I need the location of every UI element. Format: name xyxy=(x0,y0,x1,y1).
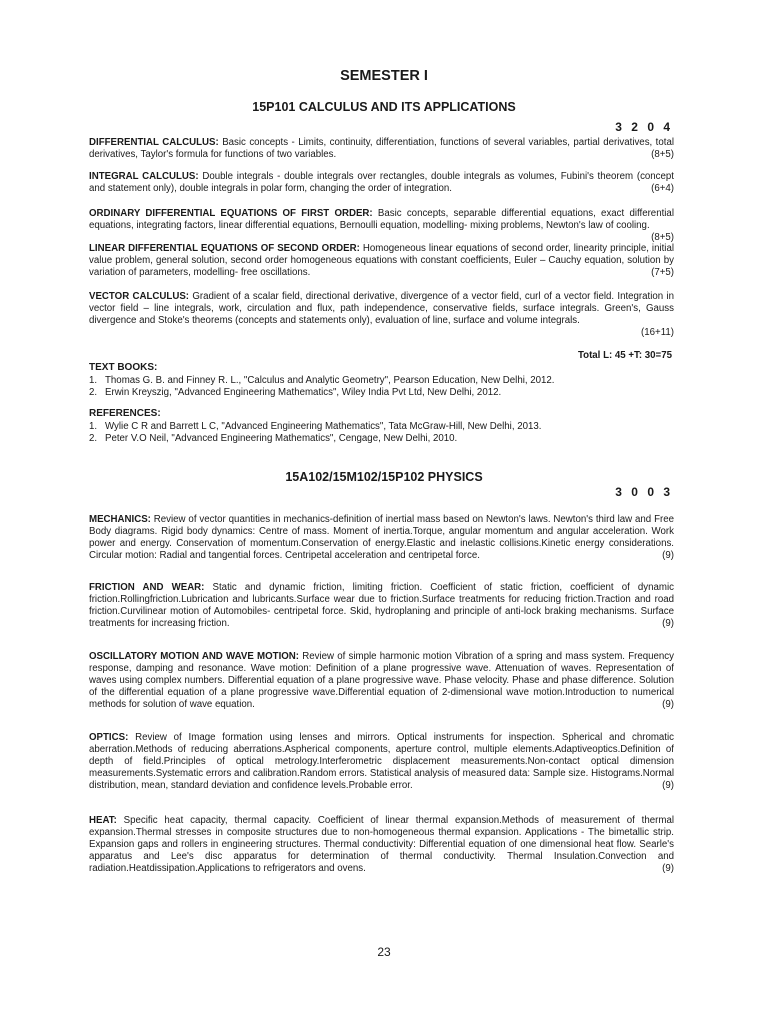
unit-heading: OPTICS: xyxy=(89,732,129,743)
unit-hours: (16+11) xyxy=(641,327,674,338)
list-item xyxy=(89,421,674,433)
course2-unit-oscillatory-motion xyxy=(89,651,674,711)
unit-heading: INTEGRAL CALCULUS: xyxy=(89,171,199,182)
unit-text: Review of vector quantities in mechanics-definition of inertial mass based on Newton's laws. Newton's third law and Free Body diagrams. Rigid body dynamics: Centre of mass. Moment of inertia.Torque, angular momentum and angular acceleration. Work power and energy. Conservation of momentum.Conservation of energy.Elastic and inelastic collisions.Kinetic energy considerations. Circular motion: Radial and tangential forces. Centripetal acceleration and centripetal force. xyxy=(89,514,674,561)
unit-hours: (8+5) xyxy=(651,149,674,160)
unit-hours: (8+5) xyxy=(651,232,674,243)
unit-hours: (9) xyxy=(662,863,674,874)
unit-hours: (9) xyxy=(662,618,674,629)
course1-unit-integral-calculus xyxy=(89,171,674,195)
unit-heading: OSCILLATORY MOTION AND WAVE MOTION: xyxy=(89,651,300,662)
unit-text: Specific heat capacity, thermal capacity. Coefficient of linear thermal expansion.Methods of measurement of thermal expansion.Thermal stresses in composite structures due to non-homogeneous thermal expansion. Applications - The bimetallic strip. Expansion gaps and rollers in engineering structures. Thermal conductivity: Differential equation of one dimensional heat flow. Searle's apparatus and Lee's disc apparatus for determination of thermal conductivity. Thermal Insulation.Convection and radiation.Heatdissipation.Applications to refrigerators and ovens. xyxy=(89,815,674,874)
list-number: 1. xyxy=(89,375,98,386)
unit-text: Gradient of a scalar field, directional derivative, divergence of a vector field, curl of a vector field. Integration in vector field – line integrals, work, circulation and flux, path independence, conservative fields, surface integrals. Green's, Gauss divergence and Stoke's theorems (concepts and statements only), evaluation of line, surface and volume integrals. xyxy=(89,291,675,326)
unit-hours: (6+4) xyxy=(651,183,674,194)
unit-text: Static and dynamic friction, limiting friction. Coefficient of static friction, coefficient of dynamic friction.Rollingfriction.Lubrication and lubricants.Surface wear due to friction.Surface treatments for reducing friction.Traction and road friction.Curvilinear motion of Automobiles- centripetal force. Skid, hydroplaning and principle of anti-lock braking mechanisms. Surface treatments for increasing friction. xyxy=(89,582,674,629)
list-item xyxy=(89,387,674,399)
course1-title: 15P101 CALCULUS AND ITS APPLICATIONS xyxy=(252,100,516,114)
course1-unit-vector-calculus xyxy=(89,291,674,339)
course2-unit-mechanics xyxy=(89,514,674,562)
semester-heading: SEMESTER I xyxy=(340,68,428,84)
unit-heading: LINEAR DIFFERENTIAL EQUATIONS OF SECOND ORDER: xyxy=(89,243,360,254)
unit-text: Basic concepts, separable differential equations, exact differential equations, integrating factors, linear differential equations, Bernoulli equation, modelling- mixing problems, Newton's law of cooling. xyxy=(89,208,674,231)
course1-total-hours: Total L: 45 +T: 30=75 xyxy=(577,350,672,361)
course1-unit-linear-de-second-order xyxy=(89,243,674,279)
unit-hours: (9) xyxy=(662,550,674,561)
unit-heading: VECTOR CALCULUS: xyxy=(89,291,190,302)
list-text: Peter V.O Neil, "Advanced Engineering Mathematics", Cengage, New Delhi, 2010. xyxy=(105,433,458,444)
course1-unit-ode-first-order xyxy=(89,208,674,244)
unit-heading: ORDINARY DIFFERENTIAL EQUATIONS OF FIRST ORDER: xyxy=(89,208,373,219)
unit-hours: (7+5) xyxy=(651,267,674,278)
unit-heading: FRICTION AND WEAR: xyxy=(89,582,205,593)
unit-text: Review of Image formation using lenses and mirrors. Optical instruments for inspection. Spherical and chromatic aberration.Methods of reducing aberrations.Aspherical components, aperture control, multiple elements.Adaptiveoptics.Definition of depth of field.Principles of optical metrology.Interferometric displacement measurements.Non-contact optical dimension measurements.Systematic errors and calibration.Random errors. Statistical analysis of measured data: Sample size. Histograms.Normal distribution, mean, standard deviation and confidence levels.Probable error. xyxy=(89,732,674,791)
unit-text: Basic concepts - Limits, continuity, differentiation, functions of several variables, partial derivatives, total derivatives, Taylor's formula for functions of two variables. xyxy=(89,137,674,160)
unit-hours: (9) xyxy=(662,699,674,710)
textbooks-list xyxy=(89,375,674,399)
list-number: 1. xyxy=(89,421,98,432)
unit-heading: MECHANICS: xyxy=(89,514,151,525)
unit-text: Homogeneous linear equations of second order, linearity principle, initial value problem, general solution, second order homogeneous equations with constant coefficients, Euler – Cauchy equation, solution by variation of parameters, modelling- free oscillations. xyxy=(89,243,674,278)
list-number: 2. xyxy=(89,433,98,444)
unit-hours: (9) xyxy=(662,780,674,791)
course2-unit-optics xyxy=(89,732,674,792)
unit-text: Double integrals - double integrals over rectangles, double integrals as volumes, Fubini's theorem (concept and statement only), double integrals in polar form, changing the order of integration. xyxy=(89,171,674,194)
unit-heading: HEAT: xyxy=(89,815,117,826)
unit-heading: DIFFERENTIAL CALCULUS: xyxy=(89,137,219,148)
list-number: 2. xyxy=(89,387,98,398)
course1-unit-differential-calculus xyxy=(89,137,674,161)
list-text: Thomas G. B. and Finney R. L., "Calculus and Analytic Geometry", Pearson Education, New Delhi, 2012. xyxy=(105,375,555,386)
list-item xyxy=(89,375,674,387)
list-item xyxy=(89,433,674,445)
course2-title: 15A102/15M102/15P102 PHYSICS xyxy=(285,470,483,484)
course2-credits: 3 0 0 3 xyxy=(615,485,673,499)
references-list xyxy=(89,421,674,445)
list-text: Wylie C R and Barrett L C, "Advanced Engineering Mathematics", Tata McGraw-Hill, New Delhi, 2013. xyxy=(105,421,542,432)
page-number: 23 xyxy=(377,945,391,959)
course2-unit-friction-and-wear xyxy=(89,582,674,630)
course2-unit-heat xyxy=(89,815,674,875)
course1-credits: 3 2 0 4 xyxy=(615,120,673,134)
list-text: Erwin Kreyszig, "Advanced Engineering Mathematics", Wiley India Pvt Ltd, New Delhi, 2012. xyxy=(105,387,502,398)
references-heading: REFERENCES: xyxy=(89,408,161,419)
textbooks-heading: TEXT BOOKS: xyxy=(89,362,158,373)
unit-text: Review of simple harmonic motion Vibration of a spring and mass system. Frequency response, damping and resonance. Wave motion: Definition of a plane progressive wave. Attenuation of waves. Representation of waves using complex numbers. Differential equation of a plane progressive wave. Phase velocity. Phase and phase difference. Solution of the differential equation of a plane progressive wave.Differential equation of 2-dimensional wave motion.Introduction to numerical methods for solution of wave equation. xyxy=(89,651,674,710)
